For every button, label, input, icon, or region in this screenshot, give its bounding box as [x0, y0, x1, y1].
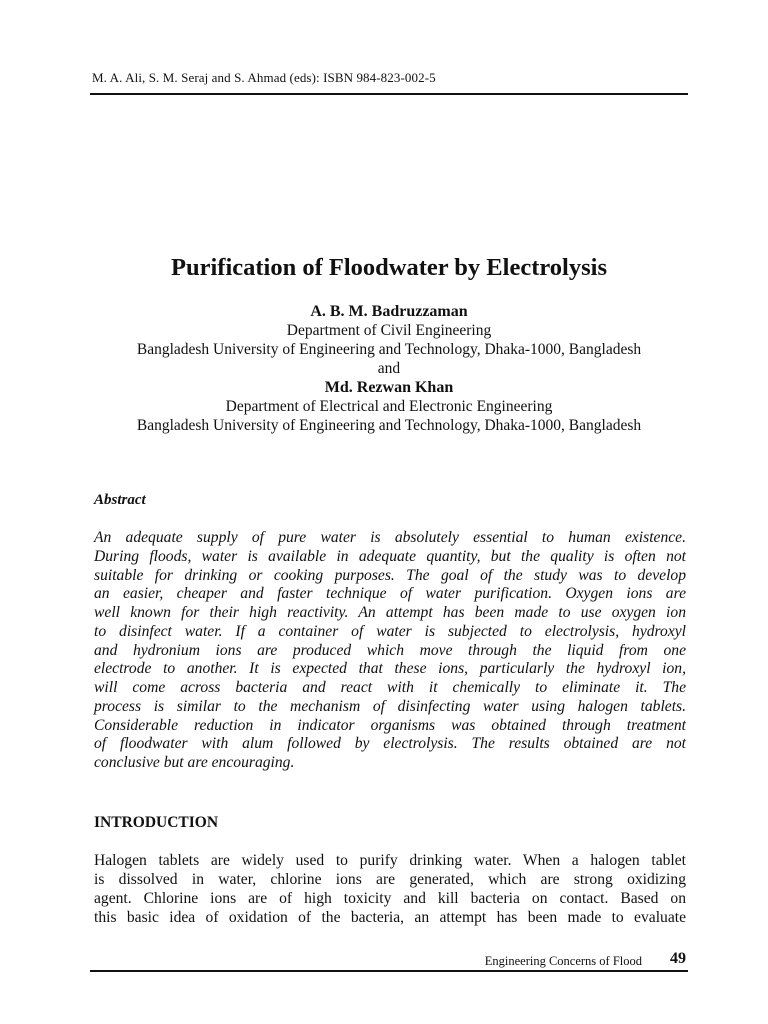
- footer-page-number: 49: [670, 950, 686, 967]
- author-2-name: Md. Rezwan Khan: [324, 379, 454, 396]
- abstract-line: will come across bacteria and react with it chemically to eliminate it. The: [94, 679, 686, 696]
- author-1-affiliation: Bangladesh University of Engineering and Technology, Dhaka-1000, Bangladesh: [136, 341, 642, 358]
- abstract-line: Considerable reduction in indicator organisms was obtained through treatment: [94, 716, 686, 734]
- abstract-line: to disinfect water. If a container of water is subjected to electrolysis, hydroxyl: [94, 622, 686, 640]
- abstract-line: of floodwater with alum followed by electrolysis. The results obtained are not: [94, 735, 686, 753]
- footer-journal: Engineering Concerns of Flood: [484, 954, 642, 968]
- introduction-line: this basic idea of oxidation of the bacteria, an attempt has been made to evaluate: [94, 909, 686, 926]
- author-1-name: A. B. M. Badruzzaman: [310, 303, 468, 320]
- abstract-body: [94, 529, 686, 773]
- abstract-line: and hydronium ions are produced which move through the liquid from one: [94, 641, 686, 659]
- introduction-line: agent. Chlorine ions are of high toxicity and kill bacteria on contact. Based on: [94, 890, 686, 907]
- introduction-line: is dissolved in water, chlorine ions are generated, which are strong oxidizing: [94, 871, 686, 888]
- author-conjunction: and: [377, 360, 401, 377]
- abstract-line: During floods, water is available in adequate quantity, but the quality is often not: [94, 547, 686, 565]
- header-rule: [90, 93, 688, 95]
- abstract-line: well known for their high reactivity. An attempt has been made to use oxygen ion: [94, 604, 686, 621]
- footer-rule: [90, 970, 688, 972]
- author-2-department: Department of Electrical and Electronic Engineering: [225, 398, 553, 415]
- abstract-line: conclusive but are encouraging.: [94, 754, 295, 771]
- abstract-line: electrode to another. It is expected that these ions, particularly the hydroxyl ion,: [94, 660, 686, 678]
- abstract-line: An adequate supply of pure water is absolutely essential to human existence.: [94, 529, 686, 546]
- abstract-heading: Abstract: [94, 492, 146, 508]
- author-block: [70, 302, 708, 435]
- introduction-body: [94, 851, 686, 927]
- introduction-heading: INTRODUCTION: [94, 814, 219, 831]
- introduction-line: Halogen tablets are widely used to purify drinking water. When a halogen tablet: [94, 852, 686, 869]
- author-2-affiliation: Bangladesh University of Engineering and Technology, Dhaka-1000, Bangladesh: [136, 417, 642, 434]
- author-1-department: Department of Civil Engineering: [286, 322, 492, 339]
- abstract-line: an easier, cheaper and faster technique of water purification. Oxygen ions are: [94, 585, 686, 603]
- header-citation: M. A. Ali, S. M. Seraj and S. Ahmad (eds): ISBN 984-823-002-5: [92, 70, 436, 85]
- abstract-line: suitable for drinking or cooking purposes. The goal of the study was to develop: [94, 566, 686, 584]
- paper-title: Purification of Floodwater by Electrolysis: [171, 254, 607, 281]
- abstract-line: process is similar to the mechanism of disinfecting water using halogen tablets.: [94, 697, 686, 715]
